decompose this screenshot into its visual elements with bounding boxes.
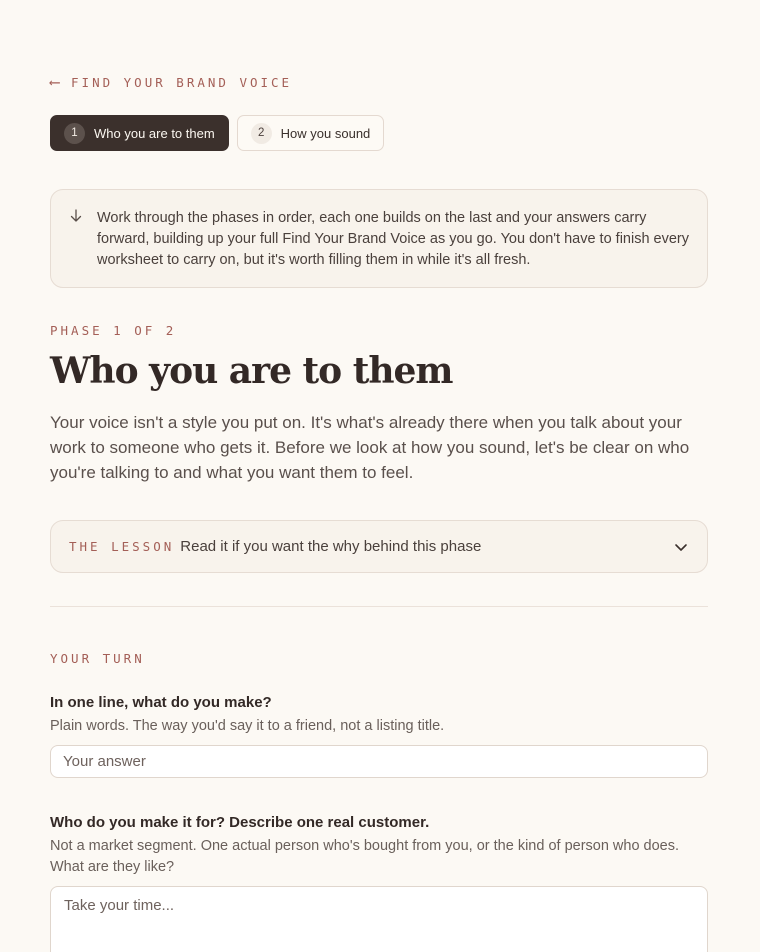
your-turn-label: YOUR TURN bbox=[50, 651, 145, 666]
back-link[interactable] bbox=[50, 73, 292, 91]
question-1-input[interactable] bbox=[50, 745, 708, 778]
question-1-help: Plain words. The way you'd say it to a friend, not a listing title. bbox=[50, 718, 445, 734]
step-number-badge: 2 bbox=[251, 123, 272, 144]
arrow-down-icon bbox=[70, 209, 82, 223]
question-2-label: Who do you make it for? Describe one real customer. bbox=[50, 814, 430, 831]
phase-counter: PHASE 1 OF 2 bbox=[50, 323, 177, 338]
instructions-notice bbox=[50, 189, 708, 288]
step-label: Who you are to them bbox=[94, 125, 215, 141]
question-1-label: In one line, what do you make? bbox=[50, 694, 272, 711]
phase-intro: Your voice isn't a style you put on. It's what's already there when you talk about your work to someone who gets it. Before we look at how you sound, let's be clear on who you're talking to and what you want them to feel. bbox=[50, 413, 690, 482]
back-arrow-icon: ⟵ bbox=[50, 73, 60, 91]
section-divider bbox=[50, 606, 708, 607]
step-number-badge: 1 bbox=[64, 123, 85, 144]
lesson-accordion[interactable] bbox=[50, 520, 708, 573]
phase-steps bbox=[50, 115, 384, 151]
step-tab-1[interactable] bbox=[50, 115, 229, 151]
chevron-down-icon[interactable] bbox=[673, 539, 689, 555]
lesson-tag: THE LESSON bbox=[69, 539, 175, 554]
lesson-summary: Read it if you want the why behind this phase bbox=[180, 538, 482, 555]
step-label: How you sound bbox=[280, 125, 371, 141]
question-2-textarea[interactable] bbox=[50, 886, 708, 952]
back-link-label: FIND YOUR BRAND VOICE bbox=[71, 74, 293, 90]
page-title: Who you are to them bbox=[50, 350, 453, 392]
question-2-help: Not a market segment. One actual person who's bought from you, or the kind of person who does. What are they like? bbox=[50, 838, 680, 875]
step-tab-2[interactable] bbox=[237, 115, 385, 151]
notice-text: Work through the phases in order, each one builds on the last and your answers carry forward, building up your full Find Your Brand Voice as you go. You don't have to finish every worksheet to carry on, but it's worth filling them in while it's all fresh. bbox=[97, 210, 690, 268]
